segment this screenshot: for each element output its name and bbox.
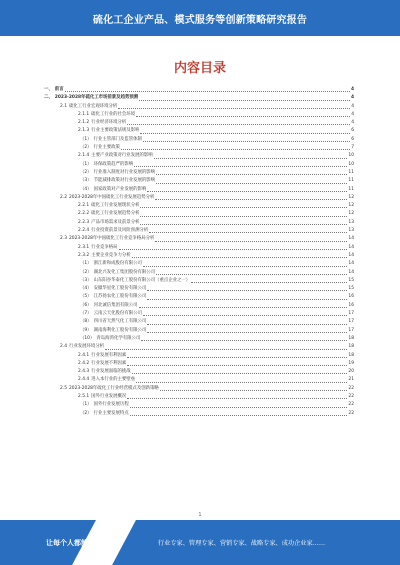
toc-entry-number: （7）: [80, 311, 92, 317]
toc-entry-label: 硫化工行业宏观环境分析: [68, 103, 118, 109]
toc-entry-page: 18: [348, 352, 354, 358]
toc-entry[interactable]: [44, 103, 354, 111]
toc-entry[interactable]: [44, 302, 354, 310]
toc-entry-text: [80, 277, 190, 285]
toc-entry-label: 2023-2028年中国硫化工行业发展趋势分析: [68, 194, 155, 200]
toc-entry-number: （10）: [80, 335, 95, 341]
toc-leader-dots: [127, 124, 350, 125]
toc-entry-page: 18: [348, 335, 354, 341]
toc-entry-number: 2.2.1: [78, 203, 90, 209]
toc-entry-text: [78, 252, 131, 260]
toc-entry-text: [60, 103, 117, 111]
toc-entry-label: 国外行业发展概况: [91, 393, 127, 399]
toc-leader-dots: [132, 257, 348, 258]
toc-entry-number: （9）: [80, 327, 92, 333]
toc-entry-number: 2.1.4: [78, 153, 90, 159]
toc-entry-number: 2.4: [60, 344, 67, 350]
toc-entry-text: [44, 86, 64, 94]
toc-entry-label: 行业发展有利因素: [91, 352, 127, 358]
toc-entry-page: 13: [348, 228, 354, 234]
toc-entry-label: 2023-2028年硫化工行业经营模式及创新策略: [68, 385, 159, 391]
toc-entry[interactable]: [44, 260, 354, 268]
toc-entry-label: 行业主要发展特点: [93, 410, 129, 416]
toc-entry-page: 12: [348, 194, 354, 200]
toc-entry[interactable]: [44, 194, 354, 202]
toc-entry-text: [60, 194, 154, 202]
toc-entry[interactable]: [44, 144, 354, 152]
toc-entry[interactable]: [44, 235, 354, 243]
toc-entry-label: 节能减排政策对行业发展的影响: [93, 178, 156, 184]
toc-entry-page: 11: [348, 178, 354, 184]
toc-entry-text: [60, 235, 154, 243]
toc-entry-number: 二、: [44, 95, 53, 101]
toc-entry-text: [78, 210, 139, 218]
toc-entry-number: 2.4.4: [78, 377, 90, 383]
toc-entry-number: 2.3: [60, 236, 67, 242]
toc-entry-text: [80, 335, 140, 343]
toc-entry[interactable]: [44, 227, 354, 235]
toc-entry-page: 4: [350, 87, 354, 92]
toc-entry[interactable]: [44, 385, 354, 393]
footer-bar: [0, 520, 400, 565]
toc-entry-page: 12: [348, 203, 354, 209]
toc-entry[interactable]: [44, 252, 354, 260]
toc-entry-text: [78, 127, 139, 135]
toc-leader-dots: [141, 340, 347, 341]
toc-entry-number: 2.2.4: [78, 228, 90, 234]
toc-entry-number: （1）: [80, 136, 92, 142]
toc-entry-number: 2.1: [60, 103, 67, 109]
toc-entry-label: 行业发展面临的挑战: [91, 369, 131, 375]
toc-entry-text: [78, 111, 135, 119]
toc-entry-number: （6）: [80, 302, 92, 308]
toc-entry-label: 行业经济环境分析: [91, 120, 127, 126]
toc-entry-text: [78, 368, 131, 376]
toc-entry[interactable]: [44, 352, 354, 360]
toc-entry-number: （2）: [80, 169, 92, 175]
toc-entry[interactable]: [44, 360, 354, 368]
toc-entry-text: [80, 186, 146, 194]
report-title: 硫化工企业产品、模式服务等创新策略研究报告: [92, 14, 308, 26]
toc-entry-text: [80, 318, 146, 326]
toc-entry-label: 硫化工行业发展现状分析: [91, 203, 140, 209]
toc-entry[interactable]: [44, 86, 354, 94]
toc-leader-dots: [105, 349, 347, 350]
toc-entry[interactable]: [44, 376, 354, 384]
toc-entry-page: 4: [351, 111, 354, 117]
toc-entry-page: 15: [348, 277, 354, 283]
toc-leader-dots: [143, 266, 348, 267]
toc-entry-page: 11: [348, 169, 354, 175]
toc-entry[interactable]: [44, 310, 354, 318]
toc-entry-label: 国家政策对产业发展的影响: [93, 186, 147, 192]
toc-entry-text: [80, 177, 155, 185]
toc-entry-text: [78, 376, 135, 384]
toc-leader-dots: [147, 332, 347, 333]
toc-entry-number: 2.2: [60, 194, 67, 200]
toc-entry-text: [80, 401, 129, 409]
toc-entry-number: （2）: [80, 269, 92, 275]
toc-entry[interactable]: [44, 293, 354, 301]
toc-entry-text: [80, 136, 142, 144]
toc-entry-page: 22: [348, 402, 354, 408]
toc-entry-label: 行业发展环境分析: [68, 344, 105, 350]
toc-leader-dots: [147, 324, 347, 325]
toc-entry-label: 主要产业政策对行业发展的影响: [91, 153, 153, 159]
toc-entry-number: 2.1.1: [78, 111, 90, 117]
toc-entry-page: 19: [348, 360, 354, 366]
toc-entry-page: 14: [348, 269, 354, 275]
toc-entry-text: [80, 161, 133, 169]
toc-leader-dots: [127, 357, 347, 358]
toc-entry-label: 四川省天然气化工有限公司: [93, 319, 147, 325]
toc-entry-page: 4: [350, 95, 354, 101]
toc-entry-label: 2023-2028年硫化工市场前景及趋势预测: [54, 95, 139, 101]
toc-entry[interactable]: [44, 161, 354, 169]
toc-entry[interactable]: [44, 186, 354, 194]
toc-leader-dots: [132, 373, 348, 374]
toc-entry-number: 2.4.1: [78, 352, 90, 358]
toc-entry-label: 江苏扬农化工股份有限公司: [93, 294, 147, 300]
toc-entry-label: 浙江新和成股份有限公司: [93, 261, 142, 267]
toc-entry[interactable]: [44, 111, 354, 119]
page-number: 1: [198, 512, 202, 518]
toc-entry-label: 山东阳谷华泰化工股份有限公司（重点企业之一）: [93, 277, 191, 283]
toc-entry-label: 河北诚信集团有限公司: [93, 302, 138, 308]
toc-entry-text: [78, 227, 148, 235]
toc-leader-dots: [130, 415, 348, 416]
toc-entry[interactable]: [44, 327, 354, 335]
toc-entry[interactable]: [44, 368, 354, 376]
toc-entry-text: [80, 293, 146, 301]
table-of-contents: [44, 86, 354, 418]
toc-leader-dots: [143, 315, 348, 316]
toc-entry[interactable]: [44, 269, 354, 277]
toc-entry[interactable]: [44, 401, 354, 409]
toc-entry-label: 2023-2028年中国硫化工行业竞争格局分析: [68, 236, 155, 242]
toc-entry-number: （1）: [80, 261, 92, 267]
toc-entry-number: 2.3.1: [78, 244, 90, 250]
toc-entry-label: 湖南海利化工股份有限公司: [93, 327, 147, 333]
toc-entry-number: （2）: [80, 410, 92, 416]
toc-entry-text: [78, 152, 153, 160]
toc-entry-text: [78, 352, 126, 360]
toc-heading: 内容目录: [173, 61, 226, 76]
toc-entry-text: [44, 94, 138, 102]
toc-entry[interactable]: [44, 277, 354, 285]
toc-leader-dots: [118, 108, 350, 109]
toc-entry-text: [78, 119, 126, 127]
toc-entry-page: 10: [348, 161, 354, 167]
toc-entry[interactable]: [44, 94, 354, 102]
footer-tagline: 行业专家、管理专家、营销专家、战略专家、成功企业家……: [158, 540, 326, 547]
toc-leader-dots: [191, 282, 347, 283]
toc-entry-page: 14: [348, 244, 354, 250]
toc-entry-text: [78, 393, 126, 401]
toc-entry-number: 2.1.3: [78, 128, 90, 134]
toc-entry-label: 硫化工行业发展趋势分析: [91, 211, 140, 217]
toc-entry-text: [78, 219, 139, 227]
toc-entry-number: 2.2.3: [78, 219, 90, 225]
toc-entry-page: 15: [348, 286, 354, 292]
toc-entry-number: （3）: [80, 277, 92, 283]
toc-entry[interactable]: [44, 202, 354, 210]
toc-leader-dots: [155, 199, 347, 200]
toc-entry[interactable]: [44, 335, 354, 343]
toc-leader-dots: [156, 274, 347, 275]
toc-entry-number: 2.1.2: [78, 120, 90, 126]
toc-entry-text: [80, 285, 146, 293]
toc-entry-text: [80, 144, 120, 152]
toc-entry-label: 青岛海湾化学有限公司: [96, 335, 141, 341]
toc-entry[interactable]: [44, 393, 354, 401]
toc-entry-page: 11: [348, 186, 354, 192]
toc-leader-dots: [134, 166, 347, 167]
toc-entry-number: （8）: [80, 319, 92, 325]
toc-entry-label: 环保政策趋严的影响: [93, 161, 134, 167]
toc-entry-label: 主要企业竞争力分析: [91, 252, 131, 258]
toc-entry-number: （4）: [80, 286, 92, 292]
toc-leader-dots: [140, 207, 347, 208]
footer-slogan: 让每个人都能成为: [46, 539, 102, 547]
toc-entry-label: 湖北兴发化工集团股份有限公司: [93, 269, 156, 275]
toc-entry-label: 国外行业发展历程: [93, 402, 129, 408]
toc-entry-label: 行业发展不利因素: [91, 360, 127, 366]
toc-entry-page: 13: [348, 219, 354, 225]
toc-entry-text: [80, 410, 129, 418]
toc-entry[interactable]: [44, 318, 354, 326]
toc-entry[interactable]: [44, 119, 354, 127]
toc-leader-dots: [65, 91, 350, 92]
toc-leader-dots: [156, 183, 347, 184]
toc-entry-page: 22: [348, 393, 354, 399]
toc-entry-page: 10: [348, 153, 354, 159]
toc-leader-dots: [139, 100, 350, 101]
toc-entry[interactable]: [44, 177, 354, 185]
toc-entry-page: 14: [348, 252, 354, 258]
toc-leader-dots: [121, 149, 350, 150]
toc-entry-number: （5）: [80, 294, 92, 300]
toc-leader-dots: [140, 216, 347, 217]
toc-entry[interactable]: [44, 169, 354, 177]
toc-entry[interactable]: [44, 127, 354, 135]
toc-leader-dots: [147, 191, 347, 192]
toc-leader-dots: [154, 158, 348, 159]
toc-entry-number: 2.5.1: [78, 393, 90, 399]
toc-entry-page: 16: [348, 294, 354, 300]
header-bar: [0, 0, 400, 36]
toc-entry-number: 2.2.2: [78, 211, 90, 217]
toc-entry-page: 6: [351, 128, 354, 134]
toc-leader-dots: [140, 224, 347, 225]
toc-entry[interactable]: [44, 219, 354, 227]
toc-leader-dots: [156, 174, 347, 175]
toc-entry-label: 行业主管部门及监管体制: [93, 136, 142, 142]
toc-entry-number: （3）: [80, 178, 92, 184]
toc-entry-text: [80, 269, 155, 277]
toc-entry-number: 2.4.3: [78, 369, 90, 375]
toc-entry-label: 安徽华星化工股份有限公司: [93, 286, 147, 292]
toc-entry-label: 行业准入制度对行业发展的影响: [93, 169, 156, 175]
toc-entry-page: 22: [348, 385, 354, 391]
toc-leader-dots: [139, 307, 348, 308]
toc-leader-dots: [143, 141, 350, 142]
toc-entry-number: （2）: [80, 145, 92, 151]
toc-leader-dots: [160, 390, 348, 391]
toc-entry-label: 行业主要政策法规及影响: [91, 128, 140, 134]
toc-entry-page: 20: [348, 369, 354, 375]
toc-entry-text: [80, 310, 142, 318]
toc-entry-text: [80, 327, 146, 335]
toc-leader-dots: [127, 398, 347, 399]
toc-entry-label: 进入本行业的主要壁垒: [91, 377, 136, 383]
toc-leader-dots: [136, 382, 347, 383]
toc-leader-dots: [155, 241, 347, 242]
toc-entry-label: 硫化工行业的社会环境: [91, 111, 136, 117]
toc-entry[interactable]: [44, 285, 354, 293]
toc-entry-label: 云南云天化股份有限公司: [93, 311, 142, 317]
toc-entry-label: 产品市场需求及前景分析: [91, 219, 140, 225]
toc-leader-dots: [147, 299, 347, 300]
toc-entry-number: （1）: [80, 161, 92, 167]
toc-entry-label: 行业竞争格局: [91, 244, 118, 250]
toc-entry-text: [80, 302, 138, 310]
toc-entry-page: 17: [348, 311, 354, 317]
toc-entry[interactable]: [44, 410, 354, 418]
toc-entry-number: （1）: [80, 402, 92, 408]
toc-entry-number: 一、: [44, 87, 53, 92]
toc-entry-page: 14: [348, 236, 354, 242]
toc-entry-text: [80, 260, 142, 268]
toc-entry-page: 17: [348, 327, 354, 333]
toc-entry-page: 21: [348, 377, 354, 383]
toc-entry-page: 4: [351, 103, 354, 109]
toc-leader-dots: [147, 290, 347, 291]
toc-leader-dots: [119, 249, 348, 250]
toc-entry-page: 14: [348, 261, 354, 267]
toc-entry[interactable]: [44, 343, 354, 351]
toc-entry-number: 2.4.2: [78, 360, 90, 366]
toc-entry-page: 22: [348, 410, 354, 416]
toc-leader-dots: [127, 365, 347, 366]
toc-entry-page: 7: [351, 145, 354, 151]
toc-entry-page: 18: [348, 344, 354, 350]
toc-entry-text: [78, 244, 118, 252]
toc-entry-page: 16: [348, 302, 354, 308]
toc-entry-text: [78, 202, 139, 210]
toc-entry-text: [60, 343, 104, 351]
toc-entry-text: [78, 360, 126, 368]
toc-entry-page: 6: [351, 136, 354, 142]
toc-leader-dots: [140, 133, 350, 134]
toc-entry-label: 行业投资前景及风险预测分析: [91, 228, 149, 234]
toc-leader-dots: [130, 407, 348, 408]
toc-entry[interactable]: [44, 210, 354, 218]
toc-entry-number: 2.3.2: [78, 252, 90, 258]
toc-entry-label: 行业主要政策: [93, 145, 120, 151]
toc-entry-page: 4: [351, 120, 354, 126]
toc-leader-dots: [149, 232, 347, 233]
toc-entry-number: 2.5: [60, 385, 67, 391]
toc-entry[interactable]: [44, 152, 354, 160]
toc-entry-text: [60, 385, 159, 393]
toc-entry[interactable]: [44, 136, 354, 144]
toc-entry-number: （4）: [80, 186, 92, 192]
toc-entry-page: 12: [348, 211, 354, 217]
toc-entry[interactable]: [44, 244, 354, 252]
toc-entry-text: [80, 169, 155, 177]
toc-leader-dots: [136, 116, 350, 117]
toc-entry-label: 前言: [54, 87, 64, 92]
toc-entry-page: 17: [348, 319, 354, 325]
